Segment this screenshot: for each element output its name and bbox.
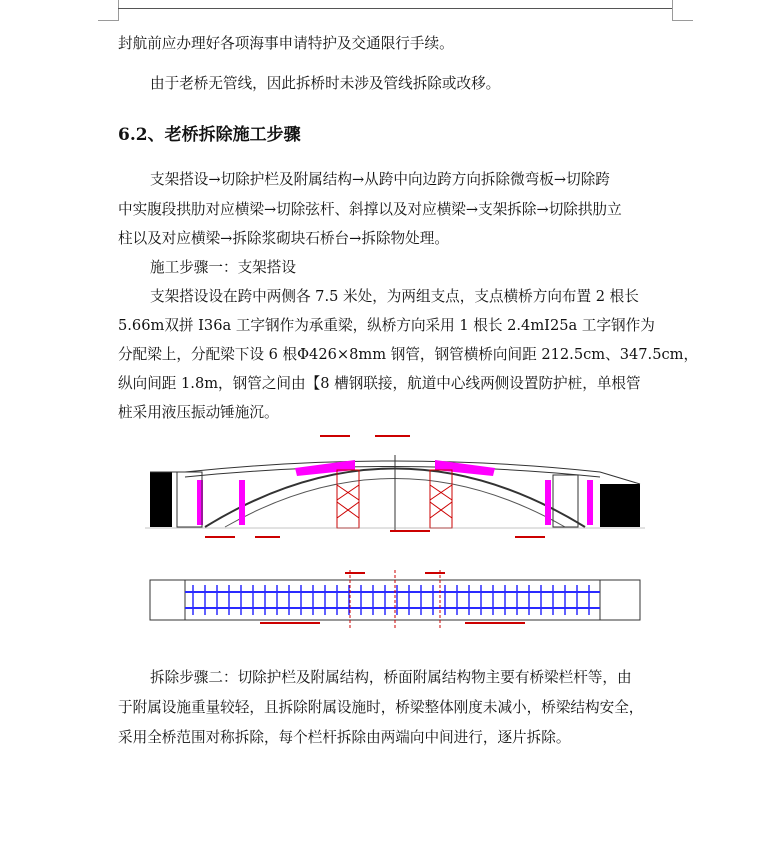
bridge-plan-view: [150, 570, 640, 628]
paragraph-line: 于附属设施重量较轻，且拆除附属设施时，桥梁整体刚度未减小，桥梁结构安全，: [118, 699, 644, 716]
paragraph-line: 纵向间距 1.8m，钢管之间由【8 槽钢联接，航道中心线两侧设置防护桩，单根管: [118, 375, 641, 392]
step-title: 施工步骤一：支架搭设: [150, 259, 296, 276]
temporary-support-left: [337, 470, 359, 528]
margin-corner-mark: [98, 0, 119, 21]
header-rule: [118, 8, 672, 9]
paragraph-line: 采用全桥范围对称拆除，每个栏杆拆除由两端向中间进行，逐片拆除。: [118, 729, 571, 746]
left-abutment: [150, 472, 172, 527]
paragraph-line: 柱以及对应横梁→拆除浆砌块石桥台→拆除物处理。: [118, 230, 449, 247]
paragraph-line: 支架搭设→切除护栏及附属结构→从跨中向边跨方向拆除微弯板→切除跨: [150, 171, 610, 188]
paragraph-line: 由于老桥无管线，因此拆桥时未涉及管线拆除或改移。: [150, 75, 501, 92]
margin-corner-mark: [672, 0, 693, 21]
right-abutment: [600, 484, 640, 527]
paragraph-line: 桩采用液压振动锤施沉。: [118, 404, 279, 421]
paragraph-line: 5.66m双拼 I36a 工字钢作为承重梁，纵桥方向采用 1 根长 2.4mI25a 工字钢作为: [118, 317, 655, 334]
paragraph-line: 中实腹段拱肋对应横梁→切除弦杆、斜撑以及对应横梁→支架拆除→切除拱肋立: [118, 201, 622, 218]
paragraph-line: 支架搭设设在跨中两侧各 7.5 米处，为两组支点，支点横桥方向布置 2 根长: [150, 288, 639, 305]
temporary-support-right: [430, 470, 452, 528]
paragraph-line: 封航前应办理好各项海事申请特护及交通限行手续。: [118, 35, 454, 52]
section-heading: 6.2、老桥拆除施工步骤: [118, 125, 301, 145]
bridge-support-drawing: [145, 430, 645, 630]
paragraph-line: 拆除步骤二：切除护栏及附属结构，桥面附属结构物主要有桥梁栏杆等，由: [150, 669, 632, 686]
bridge-elevation-view: [145, 435, 645, 538]
paragraph-line: 分配梁上，分配梁下设 6 根Φ426×8mm 钢管，钢管横桥向间距 212.5cm、347.5cm，: [118, 346, 699, 363]
